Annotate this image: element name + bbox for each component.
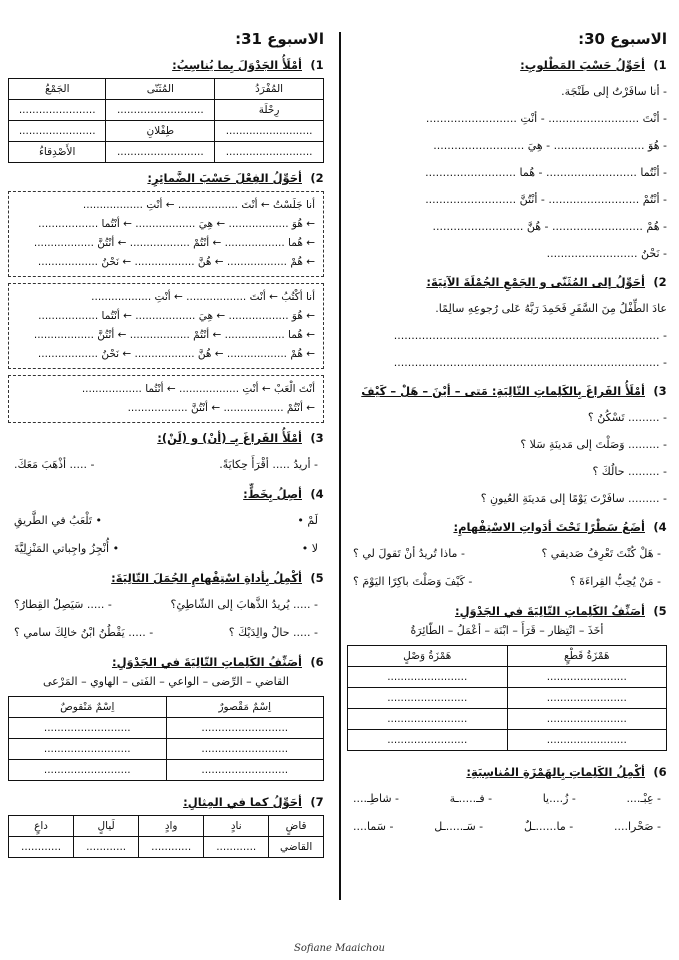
l-s4-row: لا • • أُنْجِزُ واجِباتي المَنْزِلِيَّةَ	[14, 542, 318, 555]
r-s3-line[interactable]: - ......... تَسْكُنُ ؟	[587, 411, 667, 424]
r-s5-words: أخَذَ – انْتِظار – قَرَأَ – ابْنَة – أعْمَلُ – الطّائِرَةُ	[410, 624, 604, 637]
l-s2-box-3: أنْتَ الْعَبْ ← أنْتِ .................. ← أنْتُما .................. ← أنْتُمْ .................. ← أنْتُنَّ ..................	[8, 375, 324, 423]
l-s7-heading: 7) أحَوِّلُ كما في المِثالِ:	[183, 795, 324, 809]
author-signature: Sofiane Maaichou	[294, 943, 385, 954]
r-s6-heading: 6) أكْمِلُ الكَلِماتِ بِالهَمْزَةِ المُناسِبَةِ:	[466, 765, 667, 779]
r-s3-line[interactable]: - ......... وَصَلْتَ إلى مَدينَةِ سَلا ؟	[520, 438, 667, 451]
r-s5-table: هَمْزَةُ قَطْعٍ هَمْزَةُ وَصْلٍ ........................ ........................ ........................ ........................ ........................ ........................ ........................ ........................	[347, 645, 667, 751]
r-s1-heading: 1) أحَوِّلُ حَسْبَ المَطْلوبِ:	[520, 58, 667, 72]
l-s2-box-1: أنا جَلَسْتُ ← أنْتَ .................. ← أنْتِ .................. ← هُوَ .................. ← هِيَ .................. ← أنْتُما .................. ← هُما .................. ← أنْتُمْ .................. ← أنْتُنَّ .................. ← هُمْ .................. ← هُنَّ .................. ← نَحْنُ ..................	[8, 191, 324, 277]
column-divider	[339, 32, 341, 900]
l-s5-heading: 5) أكْمِلُ بِأداةِ اسْتِفْهامِ الجُمَلَ التّالِيَةَ:	[111, 571, 324, 585]
l-s4-row: لَمْ • • تَلْعَبُ في الطَّريقِ	[14, 514, 318, 527]
l-s2-heading: 2) أحَوِّلُ الفِعْلَ حَسْبَ الضَّمائِرِ:	[147, 171, 324, 185]
r-s2-answer-line[interactable]: - ............................................................................	[393, 356, 667, 369]
l-s1-heading: 1) أمْلَأُ الجَدْوَلَ بِما يُناسِبُ:	[172, 58, 324, 72]
r-s2-answer-line[interactable]: - ............................................................................	[393, 329, 667, 342]
r-s2-heading: 2) أحَوِّلُ إلى المُثَنّى و الجَمْعِ الجُمْلَةَ الآتِيَةَ:	[426, 275, 667, 289]
week-31-title: الاسبوع 31:	[235, 30, 324, 48]
r-s6-row: - صَحْرا.... - ما......ـلٌ - سَـ.....ـل - سَما....	[353, 820, 661, 833]
l-s3-row: - أريدُ ..... أقْرَأَ حِكايَةً. - ..... أذْهَبَ مَعَكَ.	[14, 458, 318, 471]
r-s3-line[interactable]: - ......... سافَرْتَ يَوْمًا إلى مَدينَةِ العُيونِ ؟	[480, 492, 667, 505]
r-s4-row: - مَنْ يُحِبُّ القِراءَةَ ؟ - كَيْفَ وَصَلْتَ باكِرًا اليَوْمَ ؟	[353, 575, 661, 588]
r-s1-line[interactable]: - نَحْنُ ..........................	[546, 247, 667, 260]
l-s2-box-2: أنا أكْتُبُ ← أنْتَ .................. ← أنْتِ .................. ← هُوَ .................. ← هِيَ .................. ← أنْتُما .................. ← هُما .................. ← أنْتُمْ .................. ← أنْتُنَّ .................. ← هُمْ .................. ← هُنَّ .................. ← نَحْنُ ..................	[8, 283, 324, 369]
r-s3-heading: 3) أمْلَأُ الفَراغَ بِالكَلِماتِ التّالِيَةِ: مَتى – أيْنَ – هَلْ – كَيْفَ	[361, 384, 667, 398]
r-s6-row: - عِبْـ.... - زُ....يا - فـ.....ـة - شاطِـ....	[353, 792, 661, 805]
l-s1-table: المُفْرَدُ المُثَنّى الجَمْعُ رِحْلَة .......................... ....................... .......................... طِفْلانِ ....................... .......................... .......................... الأَصْدِقاءُ	[8, 78, 324, 163]
l-s6-table: اِسْمٌ مَقْصورٌ اِسْمٌ مَنْقوصٌ .......................... .......................... .......................... .......................... .......................... ..........................	[8, 696, 324, 781]
week-30-column	[347, 30, 667, 841]
l-s5-row: - ..... يُريدُ الذَّهابَ إلى الشّاطِئِ؟ - ..... سَيَصِلُ القِطارُ؟	[14, 598, 318, 611]
r-s3-line[interactable]: - ......... حالُكَ ؟	[592, 465, 667, 478]
r-s1-line[interactable]: - أنْتُما .......................... - هُما ..........................	[425, 166, 667, 179]
l-s6-heading: 6) أصَنِّفُ الكَلِماتِ التّالِيَةَ في الجَدْوَلِ:	[111, 655, 324, 669]
l-s4-heading: 4) أصِلُ بِخَطٍّ:	[243, 487, 324, 501]
week-30-title: الاسبوع 30:	[578, 30, 667, 48]
r-s1-line[interactable]: - أنْتَ .......................... - أنْتِ ..........................	[425, 112, 667, 125]
l-s7-table: قاضٍ نادٍ وادٍ لَيالٍ داعٍ القاضي ............ ............ ............ ............	[8, 815, 324, 858]
l-s3-heading: 3) أمْلَأُ الفَراغَ بِـ (أنْ) و (لَنْ):	[157, 431, 324, 445]
l-s6-words: القاضي – الرِّضى – الواعي – الفَتى – الهاوي – المَرْعى	[43, 675, 289, 688]
r-s5-heading: 5) أصَنِّفُ الكَلِماتِ التّالِيَةَ في الجَدْوَلِ:	[454, 604, 667, 618]
r-s1-line[interactable]: - هُمْ .......................... - هُنَّ ..........................	[432, 220, 667, 233]
r-s4-row: - هَلْ كُنْتَ تَعْرِفُ صَديقي ؟ - ماذا تُريدُ أنْ تَقولَ لي ؟	[353, 547, 661, 560]
week-31-column	[8, 30, 324, 858]
r-s1-line: - أنا سافَرْتُ إلى طَنْجَة.	[561, 85, 667, 98]
l-s5-row: - ..... حالُ والِدَيْكَ ؟ - ..... يَقْطُنُ ابْنُ خالِكَ سامي ؟	[14, 626, 318, 639]
r-s1-line[interactable]: - أنْتُمْ .......................... - أنْتُنَّ ..........................	[425, 193, 667, 206]
r-s2-sentence: عادَ الطِّفْلُ مِنَ السَّفَرِ فَحَمِدَ رَبَّهُ عَلى رُجوعِهِ سالِمًا.	[435, 302, 667, 315]
r-s4-heading: 4) أضَعُ سَطْرًا تَحْتَ أدَواتِ الاسْتِفْهامِ:	[453, 520, 667, 534]
r-s1-line[interactable]: - هُوَ .......................... - هِيَ ..........................	[433, 139, 667, 152]
